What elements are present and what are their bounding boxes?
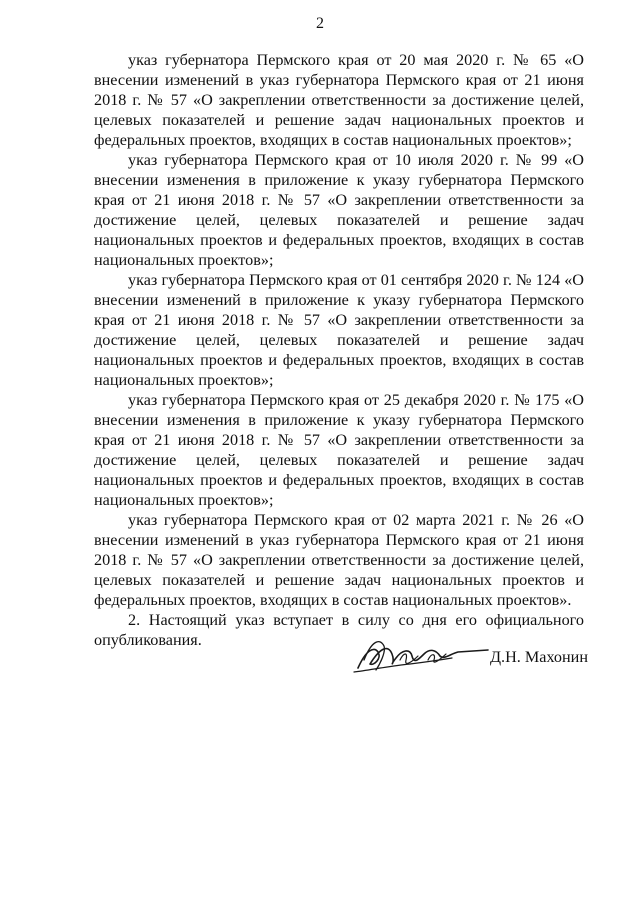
decree-item-4: указ губернатора Пермского края от 25 декабря 2020 г. № 175 «О внесении изменения в приложение к указу губернатора Пермского края от 21 июня 2018 г. № 57 «О закреплении ответственности за достижение целей, целевых показателей и решение задач национальных проектов и федеральных проектов, входящих в состав национальных проектов»; bbox=[94, 391, 584, 509]
decree-item-2: указ губернатора Пермского края от 10 июля 2020 г. № 99 «О внесении изменения в приложение к указу губернатора Пермского края от 21 июня 2018 г. № 57 «О закреплении ответственности за достижение целей, целевых показателей и решение задач национальных проектов и федеральных проектов, входящих в состав национальных проектов»; bbox=[94, 151, 584, 269]
signature-block bbox=[330, 630, 590, 690]
decree-item-5: указ губернатора Пермского края от 02 марта 2021 г. № 26 «О внесении изменений в указ губернатора Пермского края от 21 июня 2018 г. № 57 «О закреплении ответственности за достижение целей, целевых показателей и решение задач национальных проектов и федеральных проектов, входящих в состав национальных проектов». bbox=[94, 511, 584, 609]
document-body bbox=[94, 50, 584, 650]
page-number: 2 bbox=[316, 15, 324, 32]
decree-item-1: указ губернатора Пермского края от 20 мая 2020 г. № 65 «О внесении изменений в указ губернатора Пермского края от 21 июня 2018 г. № 57 «О закреплении ответственности за достижение целей, целевых показателей и решение задач национальных проектов и федеральных проектов, входящих в состав национальных проектов»; bbox=[94, 51, 584, 149]
handwritten-signature-icon bbox=[340, 630, 490, 682]
decree-item-3: указ губернатора Пермского края от 01 сентября 2020 г. № 124 «О внесении изменений в приложение к указу губернатора Пермского края от 21 июня 2018 г. № 57 «О закреплении ответственности за достижение целей, целевых показателей и решение задач национальных проектов и федеральных проектов, входящих в состав национальных проектов»; bbox=[94, 271, 584, 389]
signer-name: Д.Н. Махонин bbox=[490, 648, 589, 666]
effective-date-clause: 2. Настоящий указ вступает в силу со дня его официального опубликования. bbox=[94, 611, 584, 649]
